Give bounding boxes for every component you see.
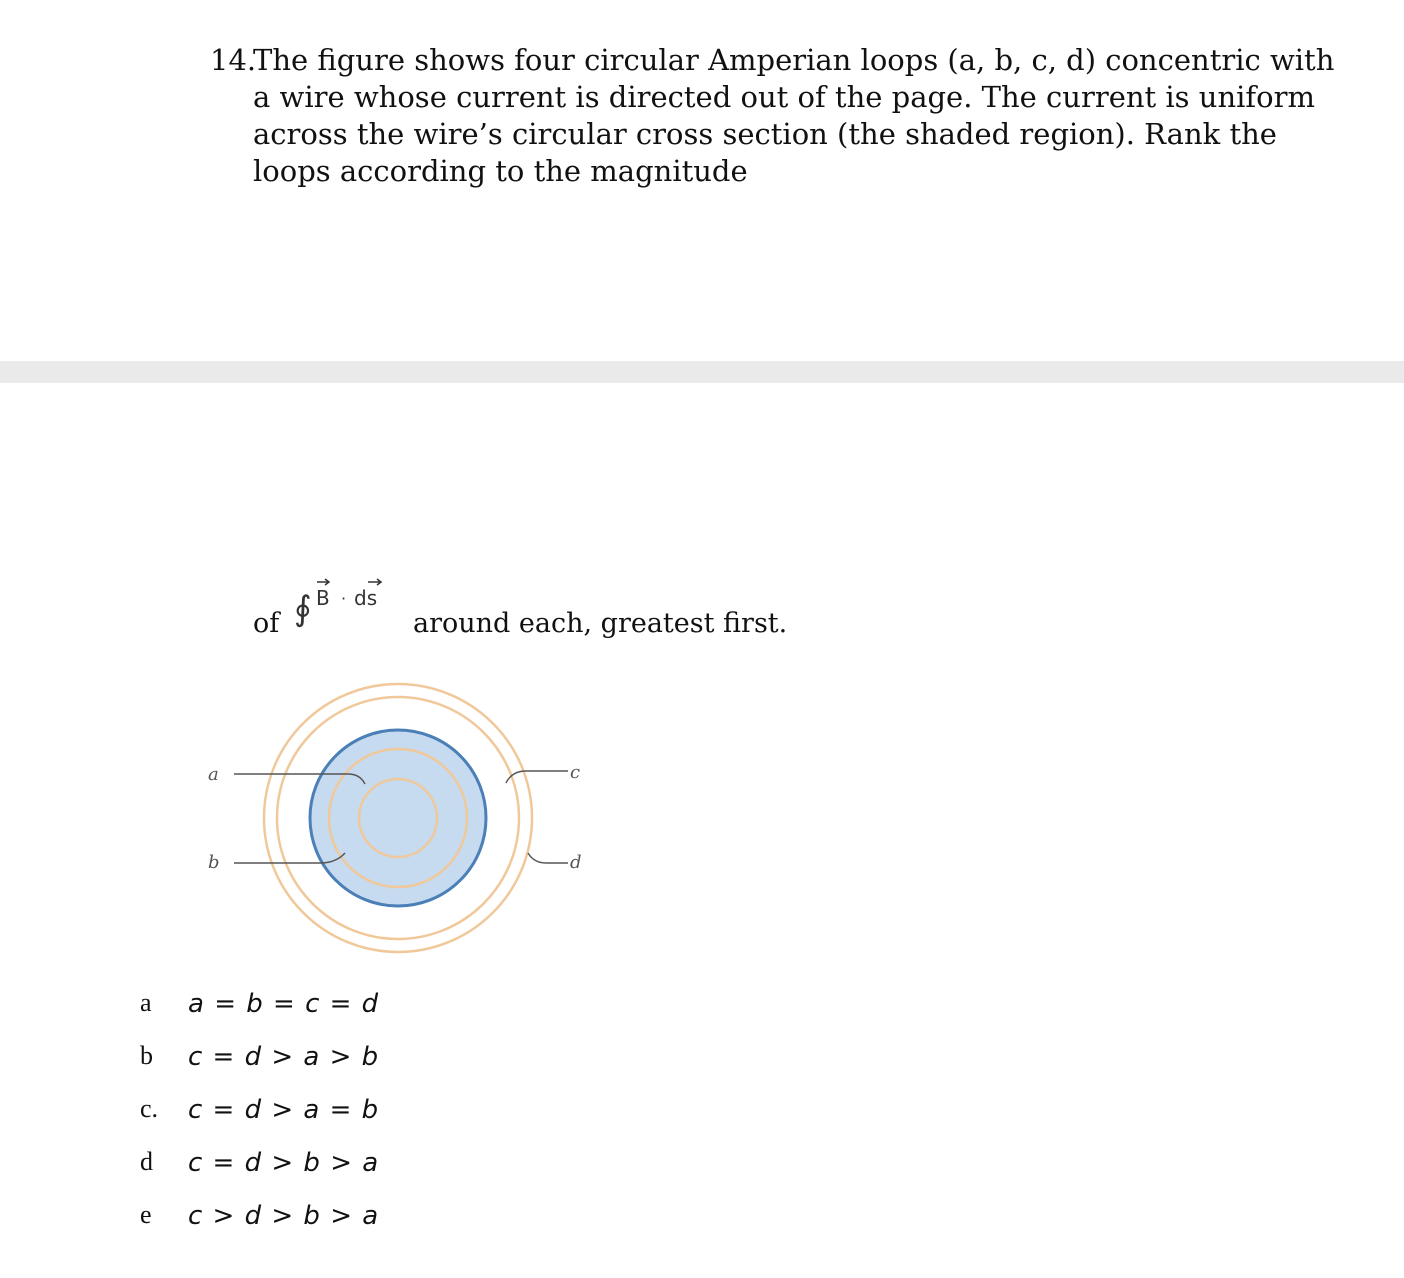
question-block <box>210 42 1360 190</box>
line-integral-expression <box>292 576 402 628</box>
dot-operator: · <box>341 589 347 608</box>
question-text: The figure shows four circular Amperian loops (a, b, c, d) concentric with a wire whose current is directed out of the page. The current is uniform across the wire’s circular cross section (the shaded region). Rank the loops according to the magnitude <box>253 43 1335 188</box>
of-label: of <box>253 608 280 639</box>
option-d-letter: d <box>140 1147 153 1176</box>
wire-cross-section <box>310 730 486 906</box>
vector-b-symbol: B <box>316 586 330 610</box>
vector-ds-symbol: ds <box>354 586 378 610</box>
loop-label-a: a <box>208 764 219 785</box>
option-c-text: c = d > a = b <box>188 1095 380 1125</box>
option-b-letter: b <box>140 1041 153 1070</box>
option-a-text: a = b = c = d <box>188 989 380 1019</box>
loop-label-b: b <box>208 852 220 873</box>
leader-c <box>506 771 568 783</box>
question-tail-text: around each, greatest first. <box>413 608 788 639</box>
loop-label-d: d <box>570 852 582 873</box>
option-e-text: c > d > b > a <box>188 1201 380 1231</box>
question-number: 14. <box>210 43 257 77</box>
option-d-text: c = d > b > a <box>188 1148 380 1178</box>
amperian-loops-figure <box>200 670 600 965</box>
option-c-letter: c. <box>140 1094 159 1123</box>
contour-integral-symbol: ∮ <box>294 589 312 628</box>
option-a-letter: a <box>140 988 152 1017</box>
section-divider <box>0 361 1404 383</box>
option-e-letter: e <box>140 1200 152 1229</box>
loop-label-c: c <box>570 762 581 783</box>
leader-d <box>528 853 568 863</box>
option-b-text: c = d > a > b <box>188 1042 380 1072</box>
